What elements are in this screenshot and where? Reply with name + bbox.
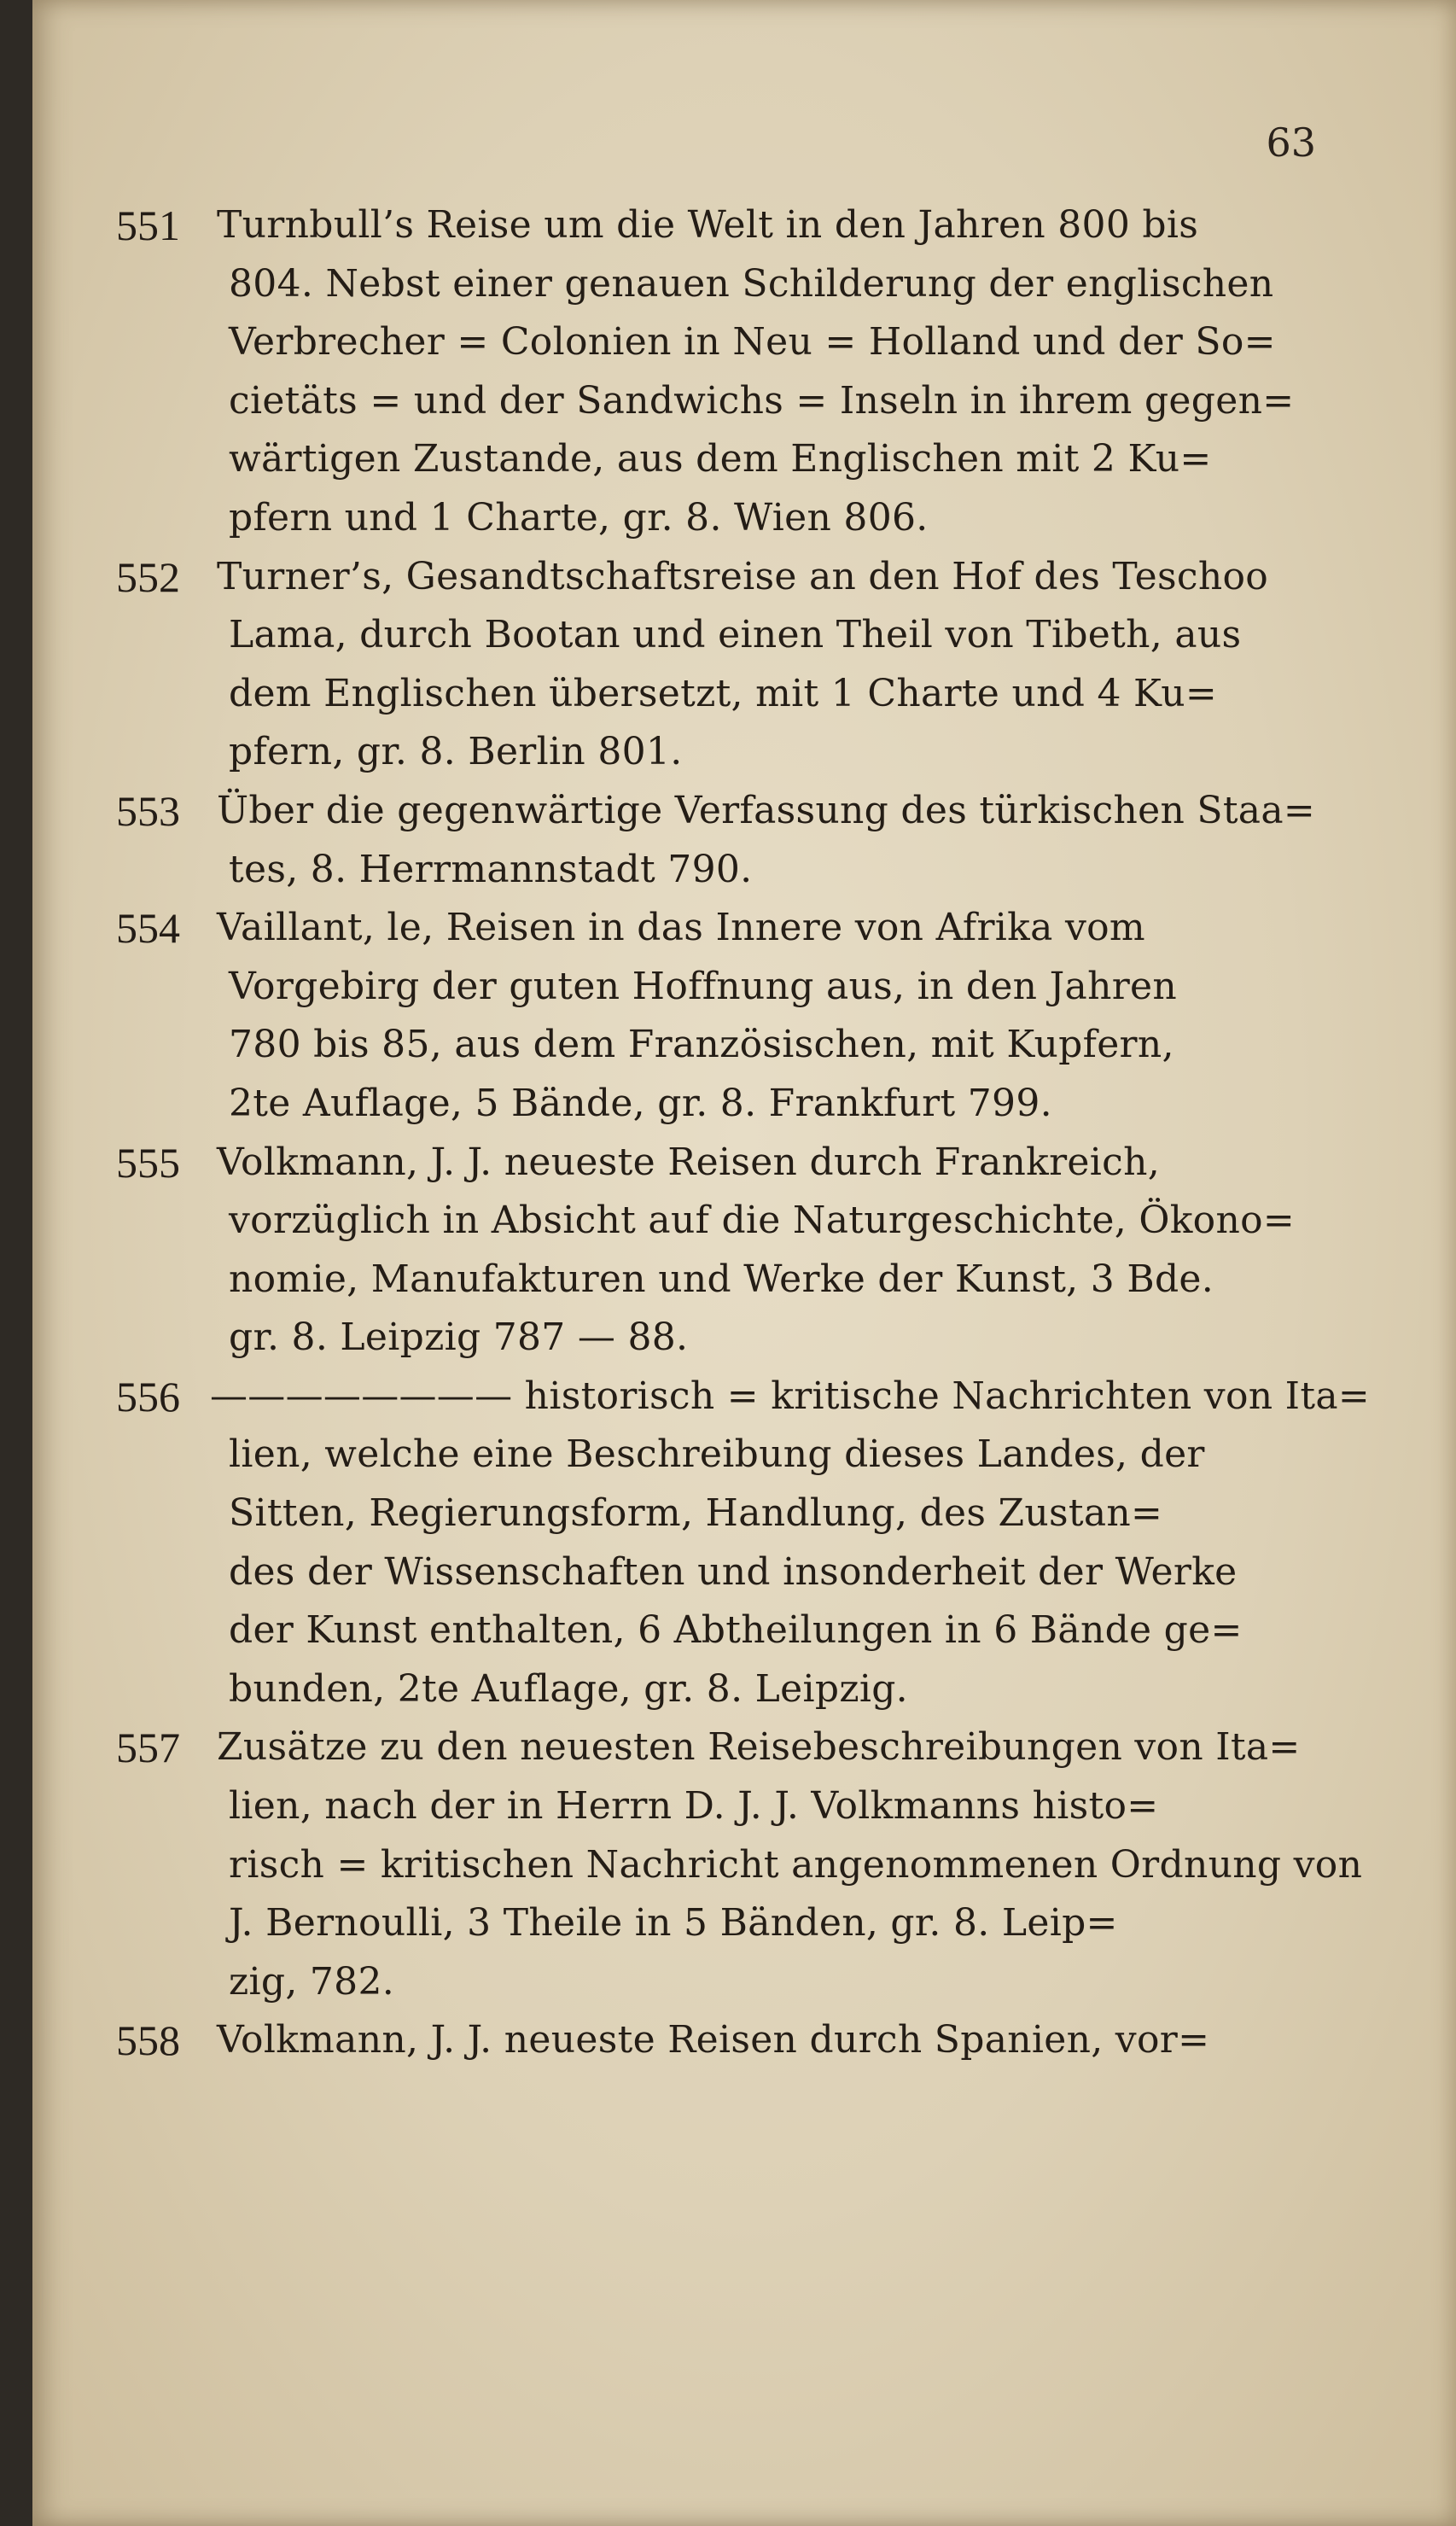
page-number: 63 — [1266, 120, 1316, 166]
entry-line: Sitten, Regierungsform, Handlung, des Zustan= — [229, 1491, 1163, 1536]
entry-line: Volkmann, J. J. neueste Reisen durch Frankreich, — [217, 1140, 1160, 1184]
entry-line: cietäts = und der Sandwichs = Inseln in ihrem gegen= — [229, 378, 1295, 423]
entry-line: Über die gegenwärtige Verfassung des türkischen Staa= — [217, 788, 1316, 832]
catalog-entry-552 — [32, 548, 1456, 782]
entry-line: Zusätze zu den neuesten Reisebeschreibungen von Ita= — [217, 1725, 1301, 1770]
entry-line: Turnbull’s Reise um die Welt in den Jahren 800 bis — [217, 203, 1199, 247]
entry-line: Vorgebirg der guten Hoffnung aus, in den Jahren — [229, 964, 1178, 1008]
catalog-entry-555 — [32, 1134, 1456, 1368]
entry-line: nomie, Manufakturen und Werke der Kunst, 3 Bde. — [229, 1257, 1214, 1301]
catalog-entry-551 — [32, 196, 1456, 548]
entry-line: vorzüglich in Absicht auf die Naturgeschichte, Ökono= — [229, 1199, 1296, 1243]
catalog-entries — [32, 196, 1456, 2070]
entry-number: 557 — [116, 1724, 180, 1772]
entry-line: lien, welche eine Beschreibung dieses Landes, der — [229, 1432, 1205, 1477]
entry-line: 804. Nebst einer genauen Schilderung der englischen — [229, 261, 1274, 306]
entry-number: 556 — [116, 1372, 180, 1421]
entry-line: J. Bernoulli, 3 Theile in 5 Bänden, gr. 8. Leip= — [229, 1901, 1118, 1946]
entry-line: gr. 8. Leipzig 787 — 88. — [229, 1316, 689, 1360]
entry-number: 554 — [116, 904, 180, 953]
entry-line: tes, 8. Herrmannstadt 790. — [229, 847, 753, 891]
catalog-entry-556 — [32, 1368, 1456, 1719]
entry-line: wärtigen Zustande, aus dem Englischen mit 2 Ku= — [229, 437, 1212, 481]
entry-line: lien, nach der in Herrn D. J. J. Volkmanns histo= — [229, 1784, 1159, 1829]
entry-line: des der Wissenschaften und insonderheit der Werke — [229, 1549, 1238, 1594]
entry-line: der Kunst enthalten, 6 Abtheilungen in 6 Bände ge= — [229, 1608, 1243, 1653]
catalog-entry-554 — [32, 899, 1456, 1133]
entry-line: 780 bis 85, aus dem Französischen, mit Kupfern, — [229, 1023, 1174, 1067]
entry-number: 552 — [116, 552, 180, 601]
entry-number: 555 — [116, 1138, 180, 1187]
entry-line: risch = kritischen Nachricht angenommenen Ordnung von — [229, 1842, 1363, 1887]
entry-line: Vaillant, le, Reisen in das Innere von Afrika vom — [217, 906, 1145, 950]
entry-line: bunden, 2te Auflage, gr. 8. Leipzig. — [229, 1666, 908, 1711]
catalog-entry-553 — [32, 782, 1456, 899]
entry-line: dem Englischen übersetzt, mit 1 Charte und 4 Ku= — [229, 671, 1218, 715]
entry-number: 553 — [116, 786, 180, 835]
entry-number: 551 — [116, 201, 180, 249]
entry-line: 2te Auflage, 5 Bände, gr. 8. Frankfurt 799. — [229, 1081, 1052, 1125]
entry-line: zig, 782. — [229, 1959, 395, 2004]
book-page — [32, 0, 1456, 2526]
entry-line: ———————— historisch = kritische Nachrichten von Ita= — [210, 1374, 1371, 1418]
catalog-entry-558 — [32, 2011, 1456, 2070]
entry-number: 558 — [116, 2016, 180, 2065]
entry-line: pfern und 1 Charte, gr. 8. Wien 806. — [229, 495, 929, 540]
entry-line: Volkmann, J. J. neueste Reisen durch Spanien, vor= — [217, 2018, 1210, 2062]
catalog-entry-557 — [32, 1718, 1456, 2011]
entry-line: pfern, gr. 8. Berlin 801. — [229, 730, 683, 774]
entry-line: Verbrecher = Colonien in Neu = Holland und der So= — [229, 320, 1276, 365]
entry-line: Lama, durch Bootan und einen Theil von Tibeth, aus — [229, 613, 1242, 657]
entry-line: Turner’s, Gesandtschaftsreise an den Hof des Teschoo — [217, 554, 1269, 598]
